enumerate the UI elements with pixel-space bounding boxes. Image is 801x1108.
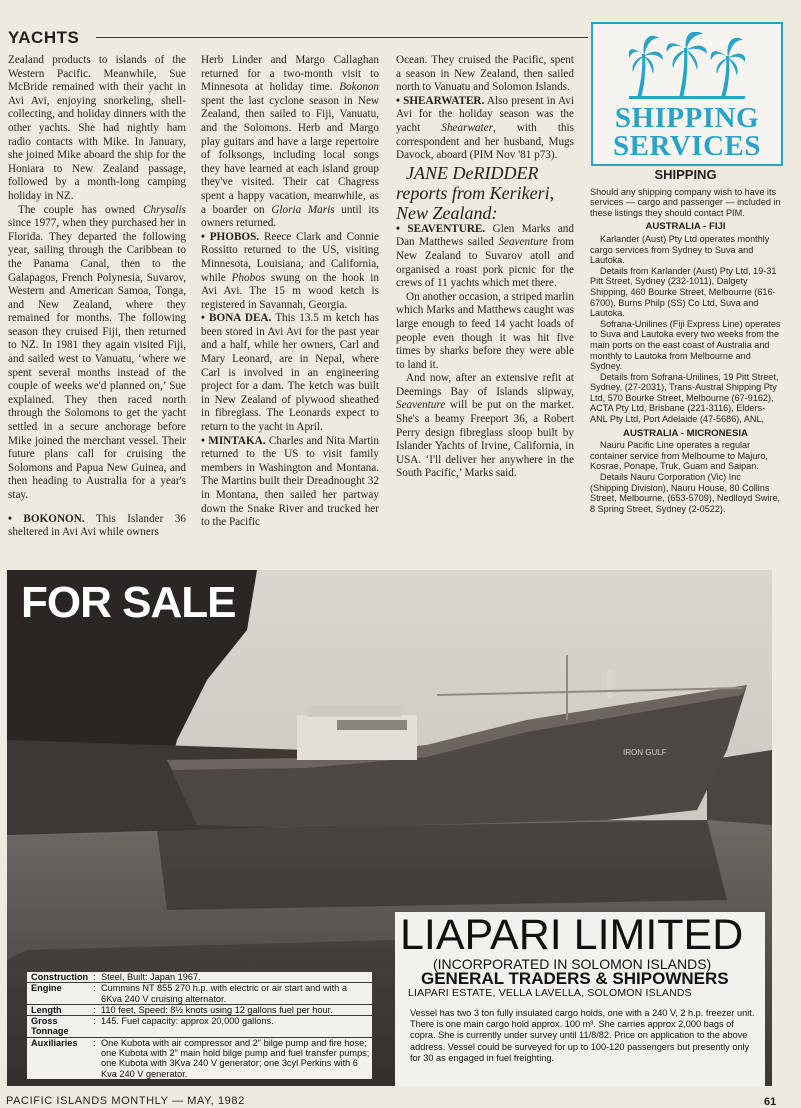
spec-colon: : [93, 983, 96, 994]
entry-heading: • BONA DEA. [201, 312, 272, 325]
header-rule [96, 37, 588, 38]
listing-paragraph: Sofrana-Unilines (Fiji Express Line) operates to Suva and Lautoka every two weeks from the main ports on the east coast of Australia and monthly to Lautoka from Melbourne and Sydney. [590, 318, 781, 372]
text-run: , with this correspondent and her husband, Mugs Davock, aboard (PIM Nov '81 p73). [396, 121, 574, 162]
listing-paragraph: Karlander (Aust) Pty Ltd operates monthly cargo services from Sydney to Suva and Lautoka. [590, 233, 770, 266]
col2-paragraph-1 [201, 54, 379, 231]
spec-colon: : [93, 1004, 96, 1015]
entry-heading: • SEAVENTURE. [396, 222, 486, 235]
boat-name: Gloria Maris [271, 203, 335, 216]
text-run: And now, after an extensive refit at Deemings Bay of Islands slipway, [396, 372, 574, 398]
spec-row [27, 1038, 372, 1079]
col3-shearwater-entry [396, 95, 574, 163]
spec-colon: : [93, 972, 96, 982]
route-heading-micronesia: AUSTRALIA - MICRONESIA [623, 427, 748, 439]
listing-paragraph: Details from Sofrana-Unilines, 19 Pitt Street, Sydney, (27-2031), Trans-Austral Shipping Pty Ltd, 570 Bourke Street, Melbourne (67-9162), ACTA Pty Ltd, Brisbane (221-3116), Elders-ANL Pty Ltd, Port Adelaide (47-5686), ANL, [590, 371, 779, 425]
palm-trees-icon [629, 32, 745, 100]
col1-bokonon-entry [8, 513, 186, 540]
ship-hull-name: IRON GULF [623, 748, 667, 757]
col3-paragraph-1: Ocean. They cruised the Pacific, spent a season in New Zealand, then sailed north to Vanuatu and Solomon Islands. [396, 54, 574, 94]
boat-name: Chrysalis [143, 203, 186, 216]
col3-paragraph-4: On another occasion, a striped marlin which Marks and Matthews caught was large enough to feed 14 yacht loads of people even though it was hit five times by sharks before they were able to land it. [396, 290, 574, 371]
col2-mintaka-entry [201, 435, 379, 530]
shipping-intro: Should any shipping company wish to have its services — cargo and passenger — included in these listings they should contact PIM. [590, 186, 781, 218]
spec-row [27, 972, 372, 982]
article-column-2 [201, 54, 379, 530]
article-column-1 [8, 54, 186, 540]
boat-name: Seaventure [396, 399, 446, 412]
spec-colon: : [93, 1016, 96, 1027]
spec-row [27, 1016, 372, 1037]
text-run: Reece Clark and Connie Rossitto returned to the US, visiting Minnesota, Louisiana, and California, while [201, 230, 379, 284]
vessel-specs [27, 972, 372, 1080]
boat-name: Seaventure [498, 236, 548, 249]
boat-name: Phobos [231, 271, 266, 284]
col1-paragraph-1: Zealand products to islands of the Western Pacific. Meanwhile, Sue McBride remained with their yacht in Avi Avi, enjoying snorkeling, shell-collecting, and holiday dinners with the other yachts. She had nightly ham radio contacts with Mike. In January, she joined Mike aboard the ship for the Honiara to New Zealand passage, followed by a month-long camping holiday in NZ. [8, 54, 186, 202]
text-run: Glen Marks and Dan Matthews sailed [396, 222, 574, 249]
text-run: swung on the hook in Avi Avi. The 15 m wood ketch is registered in Savannah, Georgia. [201, 271, 379, 311]
text-run: This 13.5 m ketch has been stored in Avi Avi for the past year and a half, while her owners, Carl and Mary Leonard, are in Nepal, where Carl is involved in an engineering project for a dam. The ketch was built in New Zealand of plywood sheathed in fibreglass. The Leonards expect to return to the yacht in April. [201, 312, 379, 434]
section-title: YACHTS [8, 28, 80, 47]
spec-value: 145. Fuel capacity: approx 20,000 gallons. [101, 1016, 274, 1027]
spec-value: Steel, Built: Japan 1967. [101, 972, 201, 982]
shipping-listings [590, 167, 781, 514]
logo-line-1: SHIPPING [614, 102, 760, 134]
footer-publication: PACIFIC ISLANDS MONTHLY — MAY, 1982 [6, 1095, 245, 1107]
spec-value: Cummins NT 855 270 h.p. with electric or air start and with a 6Kva 240 V cruising alternator. [101, 983, 347, 1004]
spec-label: Auxiliaries [31, 1037, 78, 1048]
text-run: The couple has owned [18, 203, 144, 216]
for-sale-headline: FOR SALE [21, 578, 236, 627]
shipping-services-logo [591, 22, 783, 166]
spec-value: 110 feet, Speed: 8½ knots using 12 gallons fuel per hour. [101, 1004, 333, 1015]
col2-phobos-entry [201, 231, 379, 313]
shipping-title: SHIPPING [654, 167, 717, 182]
text-run: until its owners returned. [201, 203, 379, 230]
company-name: LIAPARI LIMITED [400, 911, 744, 959]
entry-heading: • PHOBOS. [201, 230, 260, 243]
text-run: since 1977, when they purchased her in Florida. They departed the following year, sailing through the Caribbean to the Panama Canal, then to the Galapagos, French Polynesia, Suvarov, Western and American Samoa, Tonga, and New Zealand, where they remained for months. The following season they cruised Fiji, then returned to NZ. In 1981 they again visited Fiji, and sailed west to Vanuatu, ‘where we spent several months instead of the couple of weeks we'd planned on,’ Sue explained. They then raced north through the Solomons to get the yacht settled in a secure anchorage before Mike joined the merchant vessel. Their future plans call for cruising the Solomons and Papua New Guinea, and then heading to Australia for a year's stay. [8, 217, 186, 501]
col1-paragraph-2 [8, 204, 186, 503]
article-column-3 [396, 54, 574, 481]
col3-paragraph-5 [396, 372, 574, 481]
route-heading-fiji: AUSTRALIA - FIJI [645, 221, 726, 233]
listing-paragraph: Details from Karlander (Aust) Pty Ltd, 19-31 Pitt Street, Sydney (232-1011), Dalgety Shipping, 460 Bourke Street, Melbourne (616-6700), Burns Philp (SS) Co Ltd, Suva and Lautoka. [590, 265, 777, 319]
page-number: 61 [764, 1096, 777, 1108]
logo-line-2: SERVICES [612, 130, 762, 162]
listing-paragraph: Nauru Pacific Line operates a regular container service from Melbourne to Majuro, Kosrae, Ponape, Truk, Guam and Saipan. [590, 440, 768, 472]
vessel-description: Vessel has two 3 ton fully insulated cargo holds, one with a 240 V, 2 h.p. freezer unit. There is one main cargo hold approx. 100 m³. She carries approx 2,000 bags of copra. She is currently under survey until 11/8/82. Price on application to the above address. Vessel could be surveyed for up to 100-120 passengers but presently only for 30 as engaged in fuel freighting. [406, 1006, 763, 1066]
for-sale-advertisement [7, 570, 772, 1086]
spec-row [27, 1005, 372, 1015]
entry-heading: • BOKONON. [8, 512, 85, 525]
entry-heading: • MINTAKA. [201, 434, 266, 447]
company-address: LIAPARI ESTATE, VELLA LAVELLA, SOLOMON ISLANDS [408, 987, 692, 999]
correspondent-heading: JANE DeRIDDER reports from Kerikeri, New Zealand: [396, 162, 555, 223]
text-run: This Islander 36 sheltered in Avi Avi while owners [8, 512, 186, 539]
col2-bonadea-entry [201, 312, 379, 434]
spec-label: Length [31, 1004, 62, 1015]
listing-paragraph: Details Nauru Corporation (Vic) Inc (Shipping Division), Nauru House, 80 Collins Street, Melbourne, (653-5709), Nedlloyd Swire, 8 Spring Street, Sydney (2-0522). [590, 472, 781, 514]
logo-wordmark [593, 104, 781, 160]
spec-row [27, 983, 372, 1004]
text-run: spent the last cyclone season in New Zealand, then sailed to Fiji, Vanuatu, and the Solomons. Herb and Margo play guitars and have a large repertoire of folksongs, including local songs they have learned at each island group they've visited. Their cat Chagress spent a happy vacation, meanwhile, as a boarder on [201, 94, 379, 216]
spec-label: Engine [31, 983, 62, 994]
spec-label: Gross Tonnage [31, 1016, 69, 1037]
text-run: Also present in Avi Avi for the holiday season was the yacht [396, 94, 575, 134]
boat-name: Bokonon [339, 81, 379, 94]
company-trade: GENERAL TRADERS & SHIPOWNERS [421, 969, 729, 988]
text-run: Charles and Nita Martin returned to the US to visit family members in Washington and Montana. The Martins built their Dreadnought 32 in Montana, then sailed her partway down the Snake River and trucked her to the Pacific [201, 434, 379, 529]
text-run: Herb Linder and Margo Callaghan returned for a two-month visit to Minnesota at holiday time. [201, 54, 379, 94]
company-incorporation: (INCORPORATED IN SOLOMON ISLANDS) [433, 956, 712, 972]
text-run: will be put on the market. She's a beamy Freeport 36, a Robert Perry design fibreglass sloop built by Islander Yachts of Irvine, California, in USA. ‘I'll deliver her anywhere in the South Pacific,’ Marks said. [396, 399, 574, 480]
col3-seaventure-entry [396, 223, 574, 291]
text-run: from New Zealand to Suvarov atoll and organised a roast pork picnic for the crews of 11 yachts which met there. [396, 236, 575, 290]
spec-value: One Kubota with air compressor and 2" bilge pump and fire hose; one Kubota with 2" main hold bilge pump and fuel transfer pumps; one Kubota with 3Kva 240 V generator; one 3cyl Perkins with 6 Kva 240 V generator. [101, 1037, 370, 1079]
boat-name: Shearwater [441, 121, 493, 134]
spec-label: Construction [31, 972, 89, 982]
entry-heading: • SHEARWATER. [396, 94, 485, 107]
spec-colon: : [93, 1037, 96, 1048]
